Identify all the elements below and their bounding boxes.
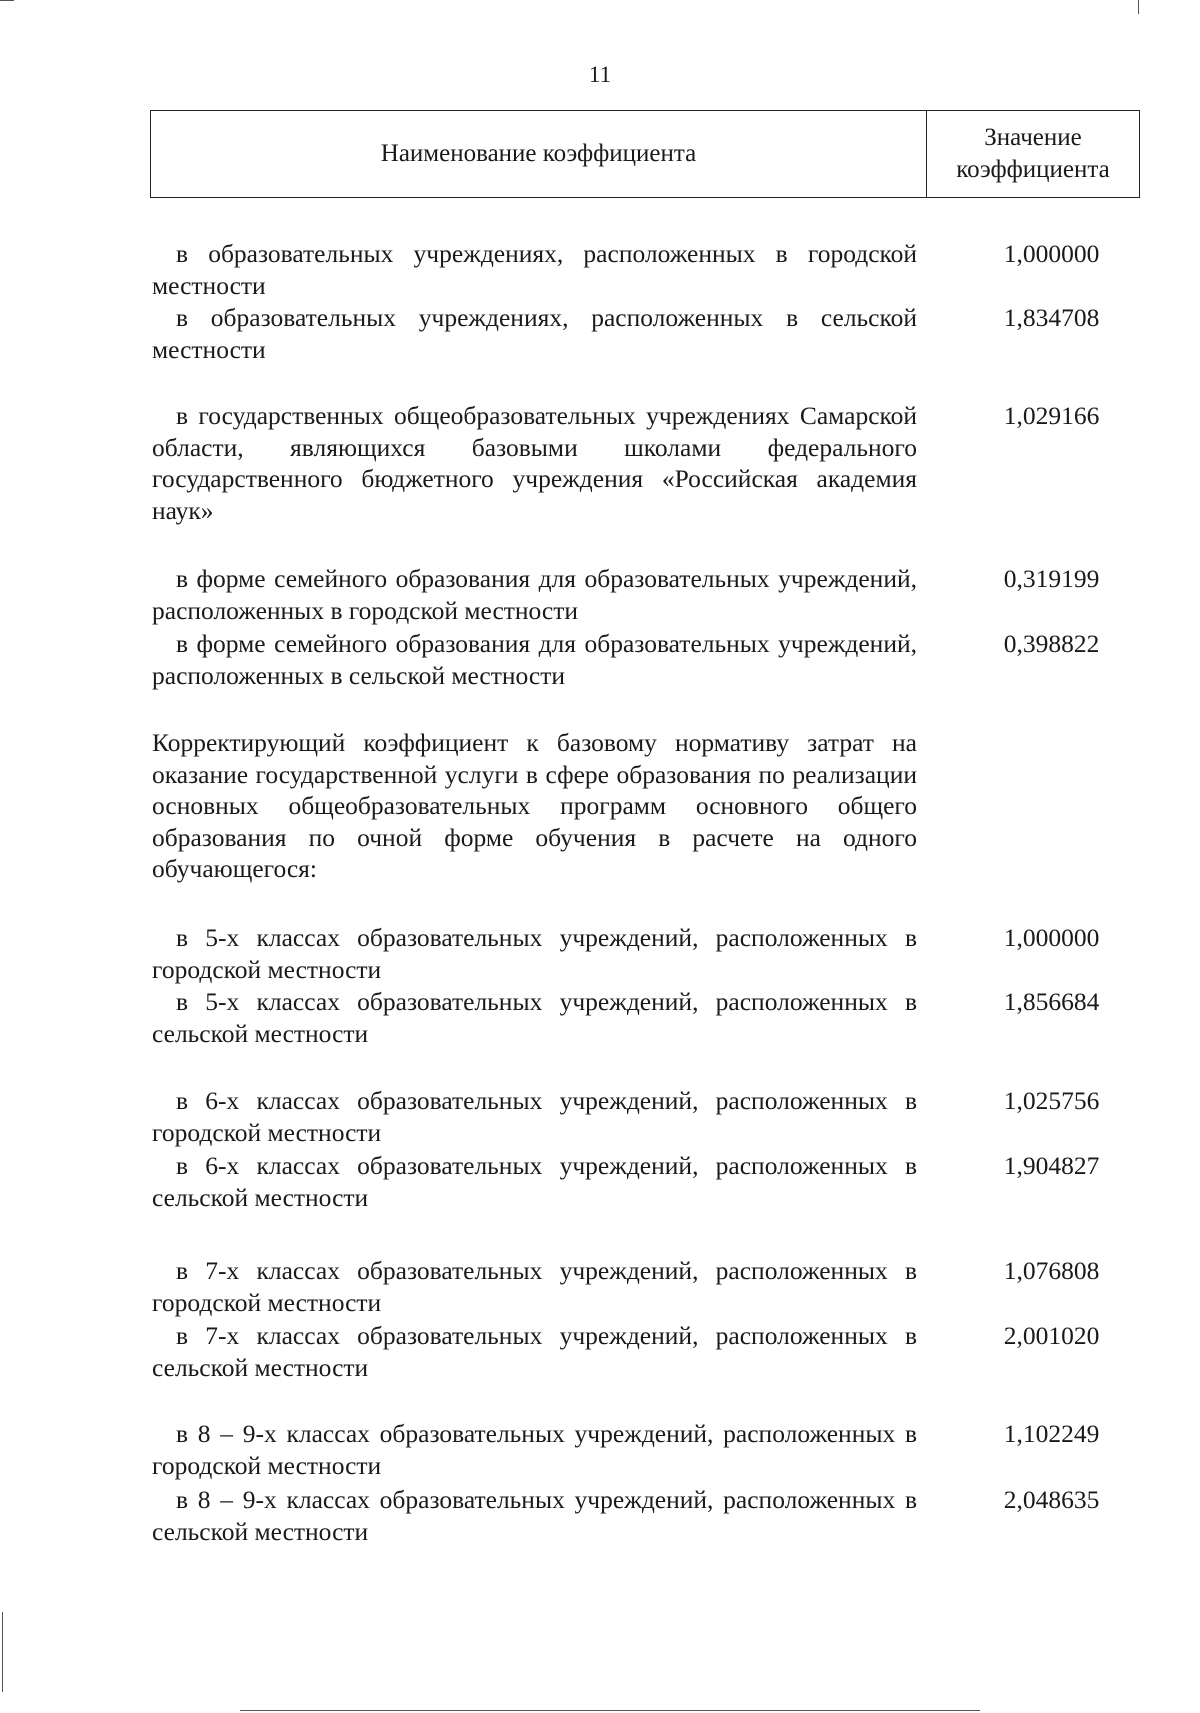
scan-mark-top-left — [0, 0, 14, 1]
row-text: в 8 – 9-х классах образовательных учреждений, расположенных в сельской местности — [152, 1485, 917, 1546]
table-row — [152, 302, 1142, 365]
row-text: в образовательных учреждениях, расположенных в сельской местности — [152, 303, 917, 364]
row-value: 1,029166 — [1003, 401, 1100, 430]
row-value: 1,076808 — [1003, 1256, 1100, 1285]
row-value: 1,102249 — [1003, 1419, 1100, 1448]
row-value: 1,000000 — [1003, 239, 1100, 268]
scan-mark-bottom-edge — [240, 1710, 980, 1711]
scan-mark-top-right — [1138, 0, 1139, 14]
row-text: в 7-х классах образовательных учреждений, расположенных в сельской местности — [152, 1321, 917, 1382]
row-value: 2,001020 — [1003, 1321, 1100, 1350]
row-value: 0,398822 — [1003, 629, 1100, 658]
row-value: 1,856684 — [1003, 987, 1100, 1016]
row-text: в 7-х классах образовательных учреждений, расположенных в городской местности — [152, 1256, 917, 1317]
table-row — [152, 1255, 1142, 1318]
table-header — [150, 110, 1140, 198]
table-row — [152, 986, 1142, 1049]
row-text: в 6-х классах образовательных учреждений, расположенных в сельской местности — [152, 1151, 917, 1212]
row-value: 1,000000 — [1003, 923, 1100, 952]
row-value: 1,904827 — [1003, 1151, 1100, 1180]
row-text: в образовательных учреждениях, расположенных в городской местности — [152, 239, 917, 300]
page-number: 11 — [588, 62, 612, 87]
scan-mark-left-edge — [2, 1612, 3, 1692]
section-heading-text: Корректирующий коэффициент к базовому нормативу затрат на оказание государственной услуги в сфере образования по реализации основных общеобразовательных программ основного общего образования по очной форме обучения в расчете на одного обучающегося: — [152, 728, 917, 883]
table-row — [152, 1484, 1142, 1547]
table-row — [152, 1418, 1142, 1481]
row-text: в форме семейного образования для образовательных учреждений, расположенных в сельской местности — [152, 629, 917, 690]
table-row — [152, 238, 1142, 301]
table-row — [152, 563, 1142, 626]
table-row — [152, 1150, 1142, 1213]
table-row — [152, 1320, 1142, 1383]
header-value-line1: Значение — [984, 124, 1082, 151]
row-text: в 8 – 9-х классах образовательных учреждений, расположенных в городской местности — [152, 1419, 917, 1480]
table-row — [152, 628, 1142, 691]
row-text: в 5-х классах образовательных учреждений, расположенных в сельской местности — [152, 987, 917, 1048]
row-value: 1,834708 — [1003, 303, 1100, 332]
header-value-cell — [927, 111, 1139, 197]
row-text: в форме семейного образования для образовательных учреждений, расположенных в городской местности — [152, 564, 917, 625]
header-value-line2: коэффициента — [956, 156, 1110, 183]
row-value: 1,025756 — [1003, 1086, 1100, 1115]
row-text: в 6-х классах образовательных учреждений, расположенных в городской местности — [152, 1086, 917, 1147]
section-heading — [152, 727, 1142, 885]
table-row — [152, 922, 1142, 985]
row-text: в государственных общеобразовательных учреждениях Самарской области, являющихся базовыми школами федерального государственного бюджетного учреждения «Российская академия наук» — [152, 401, 917, 525]
row-value: 0,319199 — [1003, 564, 1100, 593]
table-row — [152, 1085, 1142, 1148]
row-value: 2,048635 — [1003, 1485, 1100, 1514]
row-text: в 5-х классах образовательных учреждений, расположенных в городской местности — [152, 923, 917, 984]
header-name-cell: Наименование коэффициента — [151, 111, 927, 197]
table-row — [152, 400, 1142, 526]
